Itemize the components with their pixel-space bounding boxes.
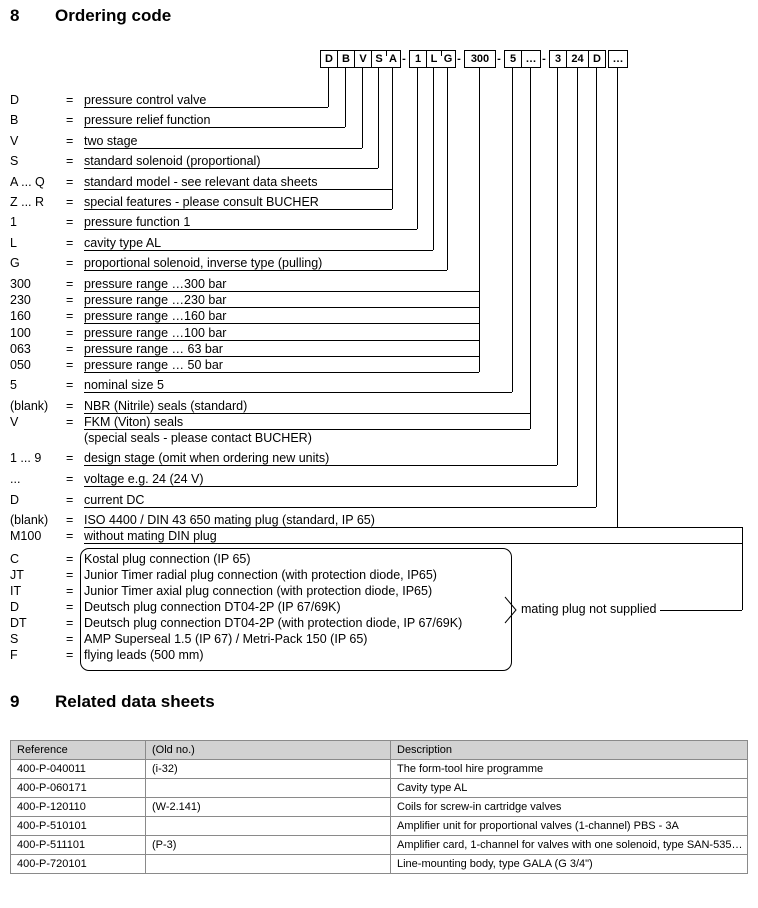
legend-row: [10, 431, 750, 446]
table-header-cell: Description: [391, 741, 748, 760]
connector-line: [84, 229, 417, 230]
brace-pointer-icon: [504, 596, 518, 624]
table-cell: Amplifier card, 1-channel for valves with one solenoid, type SAN-535…: [391, 836, 748, 855]
connector-line: [742, 527, 743, 610]
box-divider-tick: [441, 51, 442, 56]
legend-code: ...: [10, 472, 21, 486]
table-cell: Coils for screw-in cartridge valves: [391, 798, 748, 817]
connector-line: [577, 68, 578, 486]
connector-line: [84, 107, 328, 108]
legend-row: [10, 256, 750, 271]
table-row: [11, 779, 748, 798]
legend-code: 160: [10, 309, 31, 323]
code-box-label: A: [389, 53, 397, 65]
connector-line: [84, 250, 433, 251]
table-cell: 400-P-720101: [11, 855, 146, 874]
legend-description: Junior Timer radial plug connection (with protection diode, IP65): [84, 568, 437, 582]
legend-row: [10, 309, 750, 324]
section-number: 9: [10, 692, 20, 711]
section-title: Related data sheets: [55, 692, 215, 711]
code-separator: -: [402, 53, 406, 65]
connector-line: [84, 465, 557, 466]
section-title: Ordering code: [55, 6, 172, 25]
section-number: 8: [10, 6, 20, 25]
legend-description: Deutsch plug connection DT04-2P (with protection diode, IP 67/69K): [84, 616, 463, 630]
legend-code: 230: [10, 293, 31, 307]
equals-sign: =: [66, 175, 74, 189]
legend-row: [10, 113, 750, 128]
connector-line: [557, 68, 558, 465]
legend-description: standard model - see relevant data sheets: [84, 175, 318, 189]
box-divider-tick: [386, 51, 387, 56]
legend-row: [10, 93, 750, 108]
table-cell: Line-mounting body, type GALA (G 3/4"): [391, 855, 748, 874]
legend-description: current DC: [84, 493, 145, 507]
connector-line: [84, 486, 577, 487]
legend-description: design stage (omit when ordering new units): [84, 451, 330, 465]
equals-sign: =: [66, 600, 74, 614]
legend-row: [10, 415, 750, 430]
table-cell: (P-3): [146, 836, 391, 855]
legend-code: 5: [10, 378, 17, 392]
legend-description: Junior Timer axial plug connection (with protection diode, IP65): [84, 584, 433, 598]
table-cell: 400-P-510101: [11, 817, 146, 836]
legend-code: (blank): [10, 513, 49, 527]
legend-description: Deutsch plug connection DT04-2P (IP 67/69K): [84, 600, 341, 614]
legend-description: Kostal plug connection (IP 65): [84, 552, 251, 566]
connector-line: [84, 429, 530, 430]
equals-sign: =: [66, 326, 74, 340]
legend-description: voltage e.g. 24 (24 V): [84, 472, 204, 486]
code-box: 3: [549, 50, 567, 68]
connector-line: [596, 68, 597, 507]
connector-line: [84, 209, 392, 210]
connector-line: [84, 189, 392, 190]
connector-line: [84, 356, 479, 357]
legend-description: nominal size 5: [84, 378, 164, 392]
equals-sign: =: [66, 277, 74, 291]
legend-description: pressure range …300 bar: [84, 277, 227, 291]
equals-sign: =: [66, 358, 74, 372]
legend-row: [10, 378, 750, 393]
legend-code: S: [10, 632, 19, 646]
table-header-cell: Reference: [11, 741, 146, 760]
connector-line: [417, 68, 418, 229]
connector-line: [84, 372, 479, 373]
legend-description: pressure control valve: [84, 93, 207, 107]
legend-description: pressure range …100 bar: [84, 326, 227, 340]
legend-description: special features - please consult BUCHER: [84, 195, 319, 209]
legend-row: [10, 215, 750, 230]
legend-code: F: [10, 648, 18, 662]
legend-row: [10, 154, 750, 169]
code-box-label: S: [375, 53, 383, 65]
table-cell: [146, 817, 391, 836]
legend-description: NBR (Nitrile) seals (standard): [84, 399, 248, 413]
equals-sign: =: [66, 513, 74, 527]
equals-sign: =: [66, 616, 74, 630]
code-box: …: [521, 50, 541, 68]
connector-line: [362, 68, 363, 148]
legend-row: [10, 358, 750, 373]
connector-line: [84, 323, 479, 324]
legend-row: [10, 529, 750, 544]
equals-sign: =: [66, 451, 74, 465]
equals-sign: =: [66, 195, 74, 209]
table-cell: The form-tool hire programme: [391, 760, 748, 779]
code-box-label: G: [443, 53, 453, 65]
legend-description: flying leads (500 mm): [84, 648, 204, 662]
legend-row: [10, 175, 750, 190]
legend-code: V: [10, 134, 19, 148]
code-box-label: L: [430, 53, 438, 65]
legend-code: (blank): [10, 399, 49, 413]
legend-description: pressure range …160 bar: [84, 309, 227, 323]
equals-sign: =: [66, 378, 74, 392]
code-separator: -: [497, 53, 501, 65]
connector-line: [84, 270, 447, 271]
connector-line: [84, 543, 742, 544]
equals-sign: =: [66, 493, 74, 507]
connector-line: [392, 68, 393, 209]
code-box: …: [608, 50, 628, 68]
legend-code: D: [10, 600, 20, 614]
legend-code: 1 ... 9: [10, 451, 42, 465]
equals-sign: =: [66, 236, 74, 250]
legend-row: [10, 513, 750, 528]
legend-row: [10, 399, 750, 414]
legend-code: 1: [10, 215, 17, 229]
connector-line: [617, 68, 618, 527]
legend-description: pressure function 1: [84, 215, 191, 229]
section-8-heading: [10, 6, 171, 26]
legend-row: [10, 195, 750, 210]
mating-plug-note: mating plug not supplied: [521, 602, 657, 616]
legend-row: [10, 134, 750, 149]
table-cell: [146, 779, 391, 798]
equals-sign: =: [66, 584, 74, 598]
legend-code: 100: [10, 326, 31, 340]
equals-sign: =: [66, 342, 74, 356]
legend-code: M100: [10, 529, 42, 543]
legend-code: JT: [10, 568, 24, 582]
table-cell: 400-P-511101: [11, 836, 146, 855]
equals-sign: =: [66, 415, 74, 429]
equals-sign: =: [66, 93, 74, 107]
legend-code: S: [10, 154, 19, 168]
plug-options-group-box: [80, 548, 512, 671]
table-row: [11, 817, 748, 836]
connector-line: [447, 68, 448, 270]
connector-line: [345, 68, 346, 127]
connector-line: [84, 507, 596, 508]
legend-code: 063: [10, 342, 31, 356]
code-box: D: [320, 50, 338, 68]
legend-description: FKM (Viton) seals: [84, 415, 184, 429]
connector-line: [512, 68, 513, 392]
connector-line: [378, 68, 379, 168]
legend-code: D: [10, 493, 20, 507]
legend-row: [10, 293, 750, 308]
table-cell: (W-2.141): [146, 798, 391, 817]
legend-description: pressure relief function: [84, 113, 211, 127]
table-body: [11, 760, 748, 874]
table-cell: [146, 855, 391, 874]
connector-line: [84, 168, 378, 169]
legend-row: [10, 236, 750, 251]
legend-code: G: [10, 256, 20, 270]
section-9-heading: [10, 692, 215, 712]
equals-sign: =: [66, 632, 74, 646]
code-box: 1: [409, 50, 427, 68]
connector-line: [660, 610, 742, 611]
table-row: [11, 760, 748, 779]
equals-sign: =: [66, 309, 74, 323]
code-box: 5: [504, 50, 522, 68]
connector-line: [84, 527, 742, 528]
code-box: 24: [566, 50, 589, 68]
legend-description: AMP Superseal 1.5 (IP 67) / Metri-Pack 150 (IP 65): [84, 632, 368, 646]
legend-code: DT: [10, 616, 27, 630]
legend-code: Z ... R: [10, 195, 45, 209]
legend-row: [10, 342, 750, 357]
equals-sign: =: [66, 134, 74, 148]
connector-line: [84, 307, 479, 308]
code-box: [371, 50, 401, 68]
connector-line: [84, 127, 345, 128]
legend-description: pressure range … 50 bar: [84, 358, 223, 372]
connector-line: [479, 68, 480, 372]
connector-line: [433, 68, 434, 250]
equals-sign: =: [66, 472, 74, 486]
equals-sign: =: [66, 256, 74, 270]
legend-description: proportional solenoid, inverse type (pulling): [84, 256, 323, 270]
equals-sign: =: [66, 552, 74, 566]
legend-row: [10, 277, 750, 292]
connector-line: [84, 148, 362, 149]
legend-code: IT: [10, 584, 22, 598]
legend-code: V: [10, 415, 19, 429]
equals-sign: =: [66, 399, 74, 413]
equals-sign: =: [66, 154, 74, 168]
table-row: [11, 798, 748, 817]
code-box: B: [337, 50, 355, 68]
legend-row: [10, 326, 750, 341]
code-box: [426, 50, 456, 68]
legend-row: [10, 493, 750, 508]
table-cell: 400-P-060171: [11, 779, 146, 798]
equals-sign: =: [66, 568, 74, 582]
table-cell: Cavity type AL: [391, 779, 748, 798]
legend-code: B: [10, 113, 19, 127]
equals-sign: =: [66, 648, 74, 662]
legend-description: without mating DIN plug: [84, 529, 217, 543]
legend-row: [10, 451, 750, 466]
code-separator: -: [457, 53, 461, 65]
code-box: 300: [464, 50, 496, 68]
connector-line: [84, 340, 479, 341]
table-row: [11, 855, 748, 874]
table-row: [11, 836, 748, 855]
table-cell: 400-P-120110: [11, 798, 146, 817]
table-header-cell: (Old no.): [146, 741, 391, 760]
legend-code: C: [10, 552, 20, 566]
related-data-sheets-table: [10, 740, 748, 874]
equals-sign: =: [66, 215, 74, 229]
table-cell: Amplifier unit for proportional valves (1-channel) PBS - 3A: [391, 817, 748, 836]
legend-description: (special seals - please contact BUCHER): [84, 431, 312, 445]
connector-line: [84, 413, 530, 414]
equals-sign: =: [66, 113, 74, 127]
equals-sign: =: [66, 293, 74, 307]
legend-code: A ... Q: [10, 175, 45, 189]
code-box: D: [588, 50, 606, 68]
legend-description: ISO 4400 / DIN 43 650 mating plug (standard, IP 65): [84, 513, 375, 527]
code-separator: -: [542, 53, 546, 65]
code-box: V: [354, 50, 372, 68]
table-cell: (i-32): [146, 760, 391, 779]
legend-description: cavity type AL: [84, 236, 162, 250]
legend-row: [10, 472, 750, 487]
legend-code: 050: [10, 358, 31, 372]
legend-description: standard solenoid (proportional): [84, 154, 261, 168]
legend-description: pressure range …230 bar: [84, 293, 227, 307]
table-header-row: [11, 741, 748, 760]
equals-sign: =: [66, 529, 74, 543]
table-cell: 400-P-040011: [11, 760, 146, 779]
legend-code: D: [10, 93, 20, 107]
legend-description: pressure range … 63 bar: [84, 342, 223, 356]
connector-line: [530, 68, 531, 429]
legend-description: two stage: [84, 134, 138, 148]
connector-line: [328, 68, 329, 107]
legend-code: L: [10, 236, 17, 250]
connector-line: [84, 291, 479, 292]
legend-code: 300: [10, 277, 31, 291]
connector-line: [84, 392, 512, 393]
